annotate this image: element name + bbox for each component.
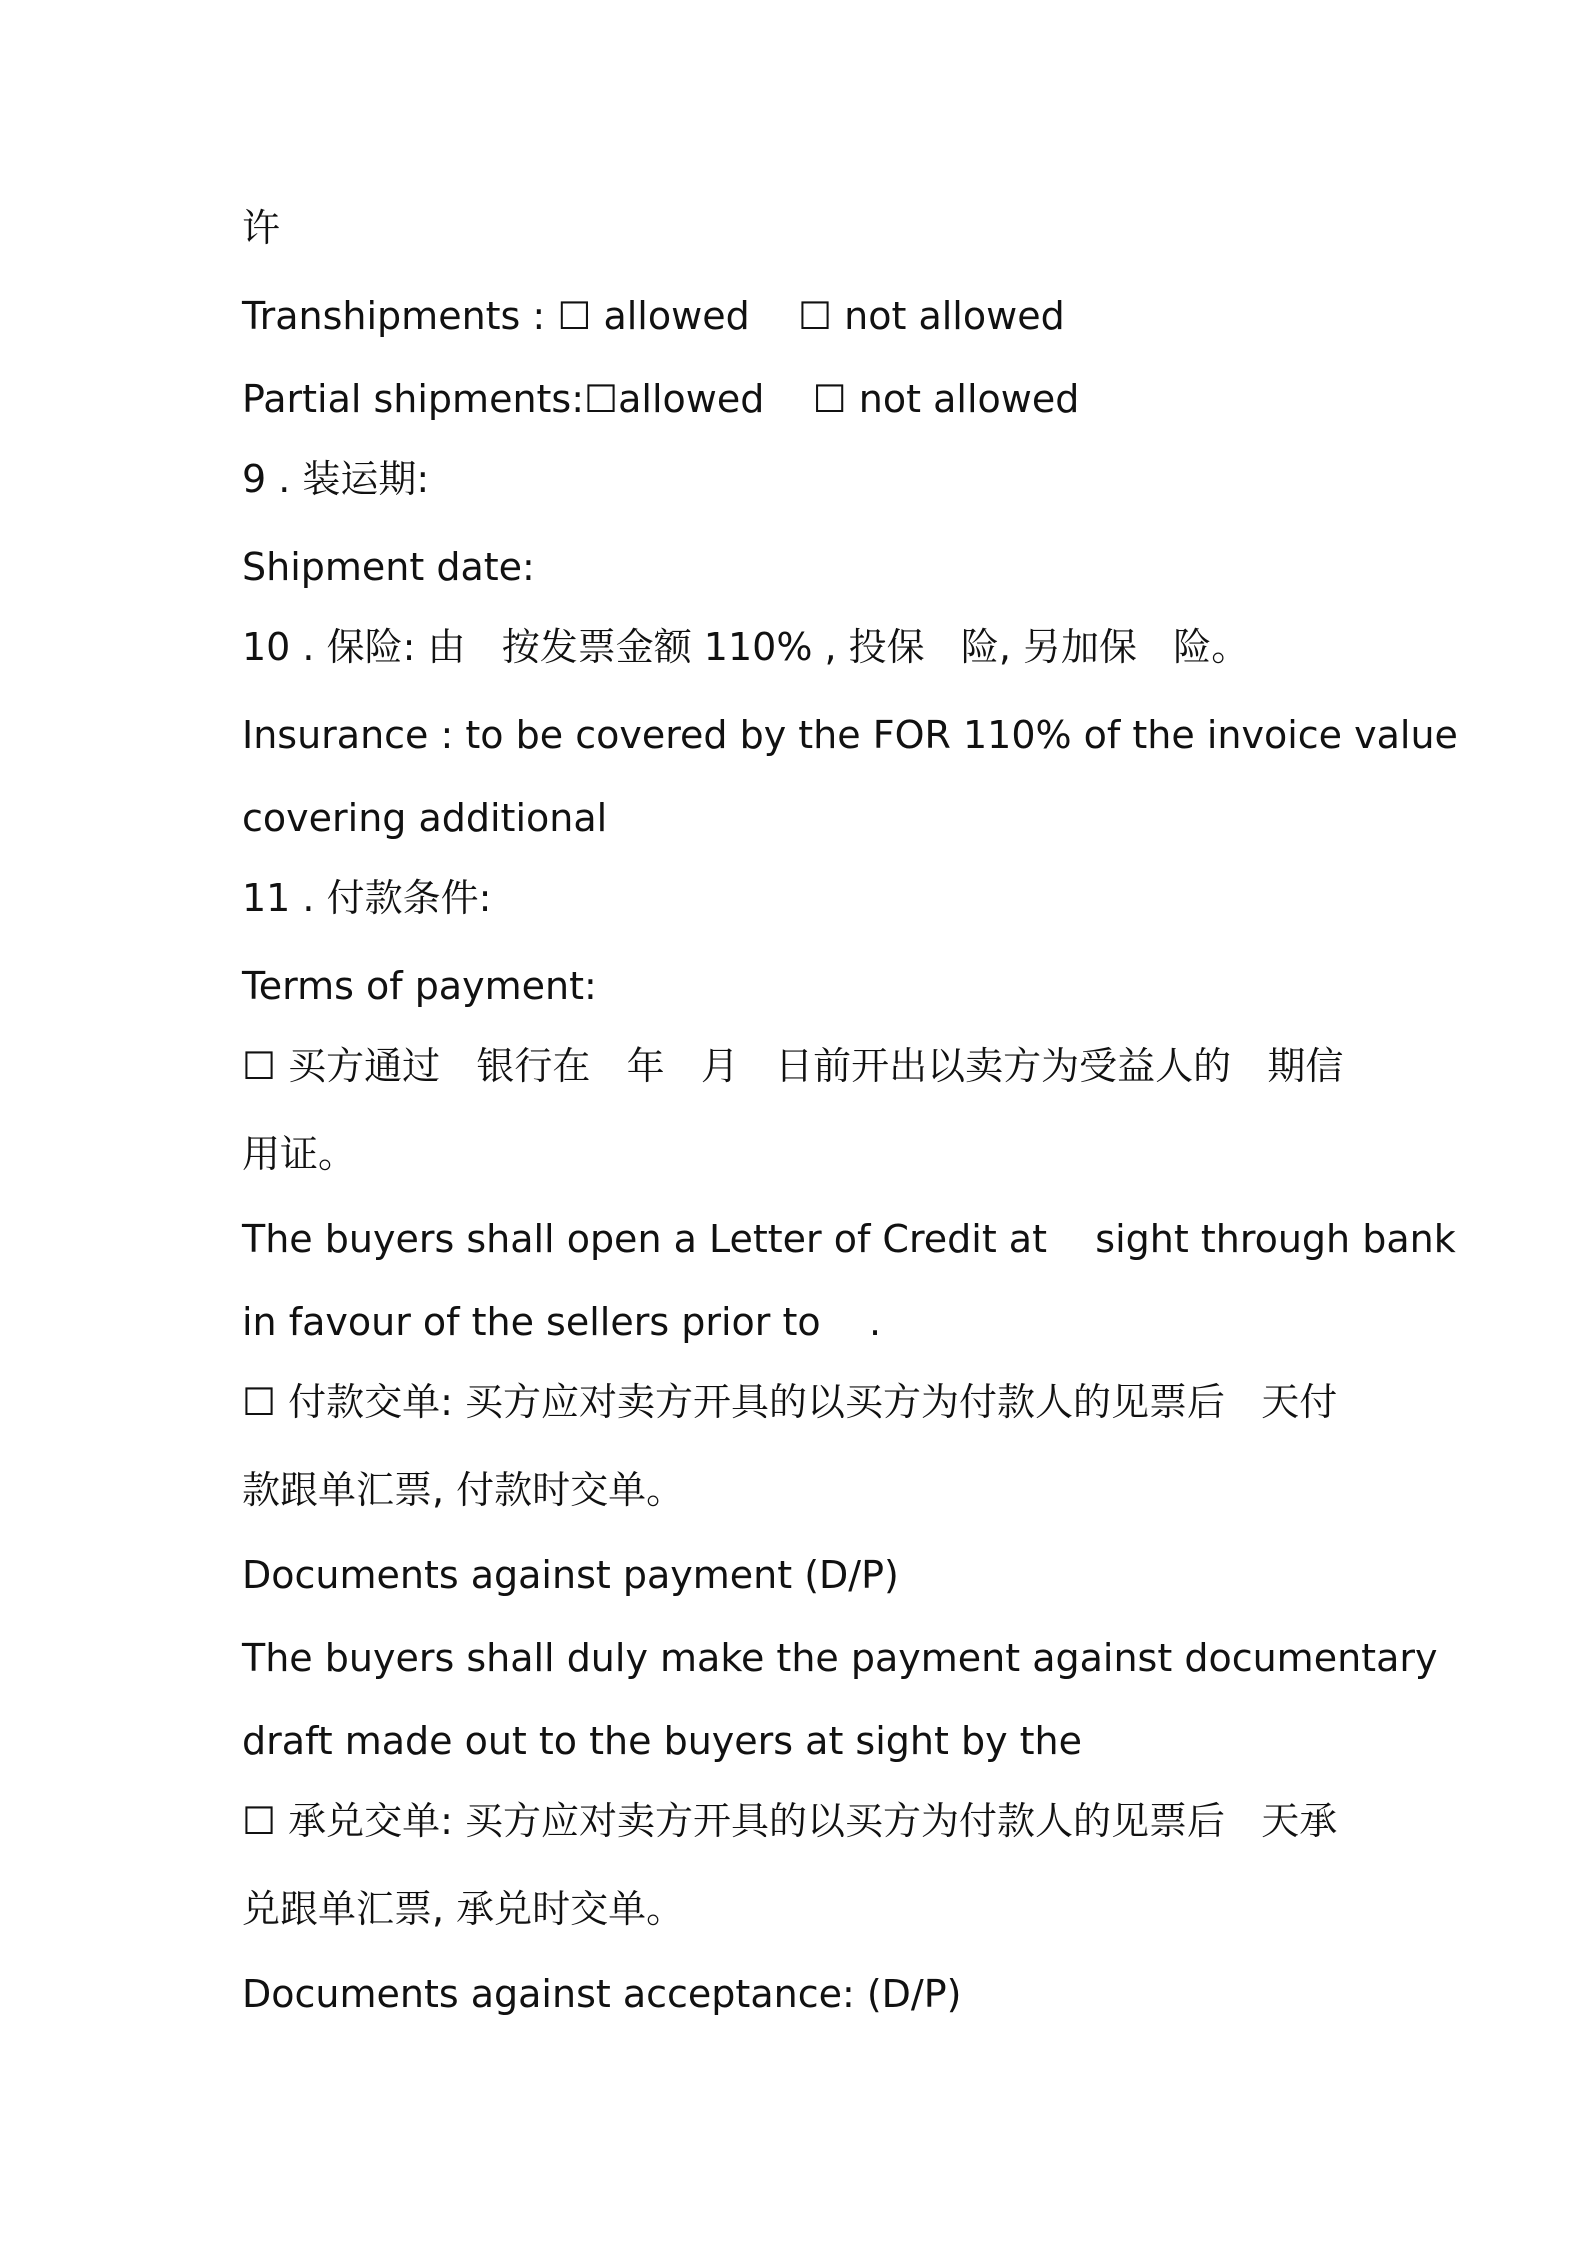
partial-shipments-line: Partial shipments:☐allowed ☐ not allowed (242, 377, 1080, 421)
dp-option-en: The buyers shall duly make the payment against documentary (242, 1636, 1438, 1680)
dp-option-en-cont: draft made out to the buyers at sight by the (242, 1719, 1083, 1763)
shipment-date-line: Shipment date: (242, 545, 535, 589)
transhipments-line: Transhipments : ☐ allowed ☐ not allowed (242, 294, 1065, 338)
lc-option-cn: ☐ 买方通过 银行在 年 月 日前开出以卖方为受益人的 期信 (242, 1044, 1344, 1088)
text-line: 许 (242, 206, 281, 250)
da-option-cn: ☐ 承兑交单: 买方应对卖方开具的以买方为付款人的见票后 天承 (242, 1799, 1338, 1843)
clause-11-heading: 11 . 付款条件: (242, 876, 492, 920)
da-option-cn-cont: 兑跟单汇票, 承兑时交单。 (242, 1887, 685, 1931)
da-option-en-title: Documents against acceptance: (D/P) (242, 1972, 962, 2016)
lc-option-en-cont: in favour of the sellers prior to . (242, 1300, 882, 1344)
terms-of-payment-line: Terms of payment: (242, 964, 597, 1008)
lc-option-cn-cont: 用证。 (242, 1132, 357, 1176)
dp-option-en-title: Documents against payment (D/P) (242, 1553, 899, 1597)
clause-9-heading: 9 . 装运期: (242, 457, 430, 501)
insurance-line-cont: covering additional (242, 796, 608, 840)
dp-option-cn: ☐ 付款交单: 买方应对卖方开具的以买方为付款人的见票后 天付 (242, 1380, 1338, 1424)
clause-10-heading: 10 . 保险: 由 按发票金额 110% , 投保 险, 另加保 险。 (242, 625, 1250, 669)
dp-option-cn-cont: 款跟单汇票, 付款时交单。 (242, 1468, 685, 1512)
lc-option-en: The buyers shall open a Letter of Credit at sight through bank (242, 1217, 1456, 1261)
insurance-line: Insurance : to be covered by the FOR 110% of the invoice value (242, 713, 1458, 757)
